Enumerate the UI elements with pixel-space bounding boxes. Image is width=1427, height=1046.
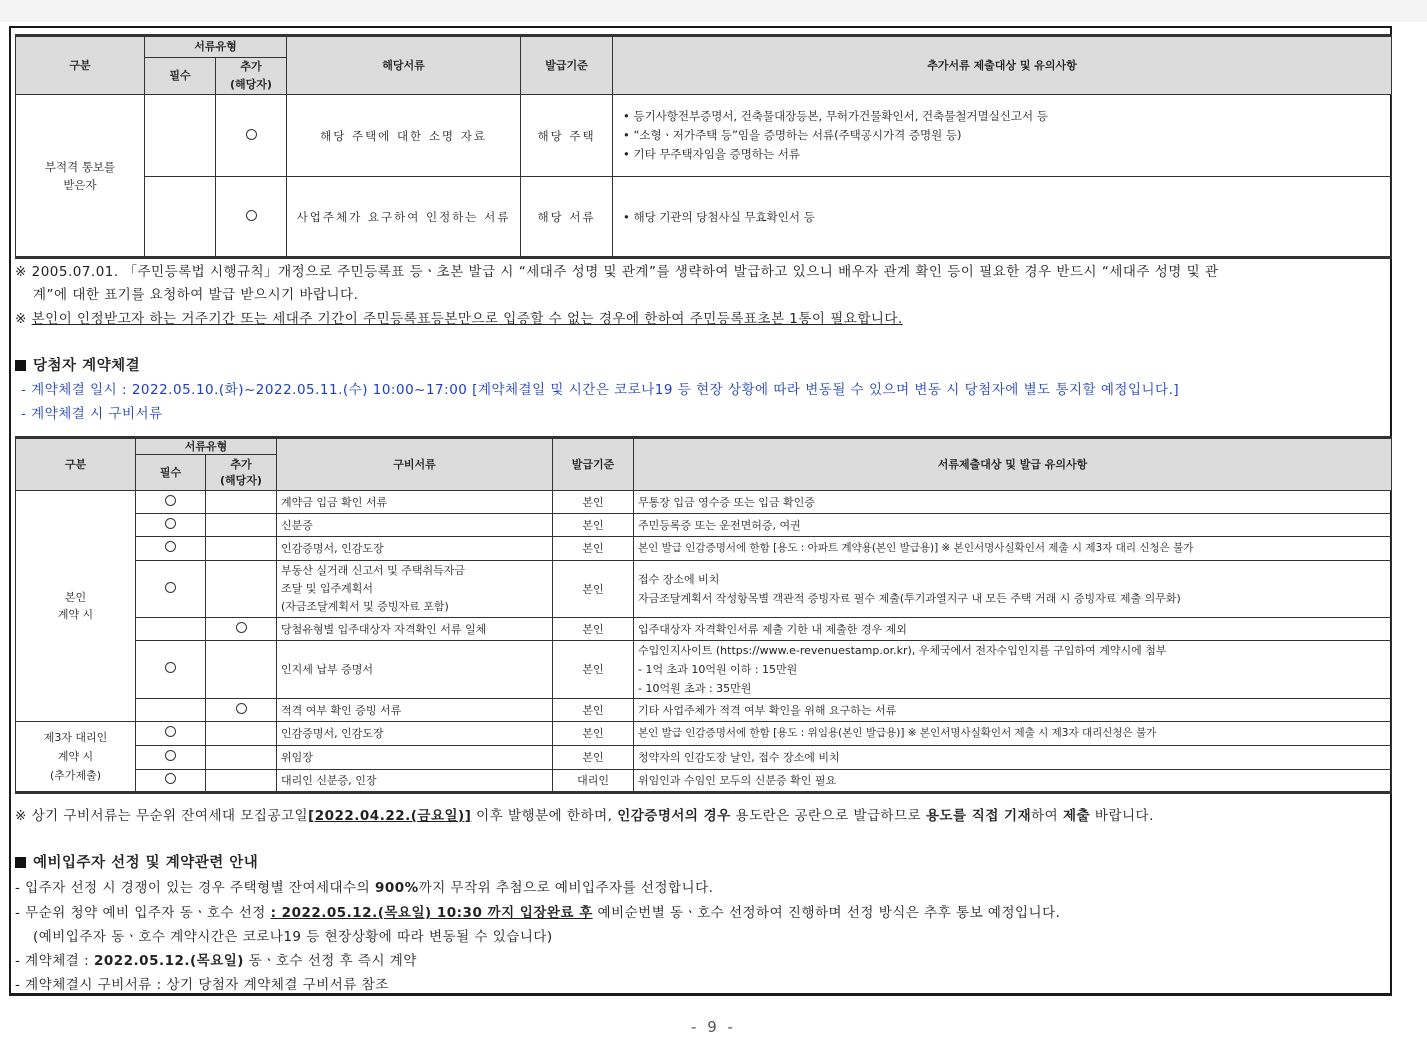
circle-mark (136, 491, 206, 514)
section-title-contract: 당첨자 계약체결 (15, 355, 140, 378)
header-required: 필수 (145, 58, 216, 95)
reserve-line-2: - 무순위 청약 예비 입주자 동ㆍ호수 선정 : 2022.05.12.(목요일) 10:30 까지 입장완료 후 예비순번별 동ㆍ호수 선정하여 진행하며 선정 방식은 추후 통보 예정입니다. (15, 905, 1061, 921)
circle-mark (206, 618, 277, 641)
table-row: 대리인 신분증, 인장 대리인 위임인과 수임인 모두의 신분증 확인 필요 (16, 770, 1392, 793)
category-cell: 부적격 통보를 받은자 (16, 95, 145, 258)
header-category: 구분 (16, 438, 136, 491)
viewer-top-bar (0, 0, 1427, 22)
square-bullet-icon (15, 360, 26, 371)
reserve-line-4: - 계약체결 : 2022.05.12.(목요일) 동ㆍ호수 선정 후 즉시 계약 (15, 953, 417, 969)
note-resident-registration: ※ 2005.07.01. 「주민등록법 시행규칙」개정으로 주민등록표 등ㆍ초본 발급 시 “세대주 성명 및 관계”를 생략하여 발급하고 있으니 배우자 관계 확인 등이 필요한 경우 반드시 “세대주 성명 및 관 (15, 264, 1219, 280)
header-documents: 해당서류 (287, 36, 521, 95)
circle-mark (216, 95, 287, 177)
circle-mark (136, 641, 206, 699)
note-documents-validity: ※ 상기 구비서류는 무순위 잔여세대 모집공고일[2022.04.22.(금요일)] 이후 발행분에 한하며, 인감증명서의 경우 용도란은 공란으로 발급하므로 용도를 직접 기재하여 제출 바랍니다. (15, 808, 1154, 824)
table-row: 위임장 본인 청약자의 인감도장 날인, 접수 장소에 비치 (16, 746, 1392, 770)
table-row: 인감증명서, 인감도장 본인 본인 발급 인감증명서에 한함 [용도 : 아파트 계약용(본인 발급용)] ※ 본인서명사실확인서 제출 시 제3자 대리 신청은 불가 (16, 537, 1392, 561)
contract-schedule: - 계약체결 일시 : 2022.05.10.(화)~2022.05.11.(수) 10:00~17:00 [계약체결일 및 시간은 코로나19 등 현장 상황에 따라 변동될 수 있으며 변동 시 당첨자에 별도 통지할 예정입니다.] (21, 382, 1180, 398)
table-row: 인지세 납부 증명서 본인 수입인지사이트 (https://www.e-revenuestamp.or.kr), 우체국에서 전자수입인지를 구입하여 계약시에 첨부 - 1억 초과 10억원 이하 : 15만원 - 10억원 초과 : 35만원 (16, 641, 1392, 699)
reserve-line-3: (예비입주자 동ㆍ호수 계약시간은 코로나19 등 현장상황에 따라 변동될 수 있습니다) (33, 929, 553, 945)
notes-cell: • 해당 기관의 당첨사실 무효확인서 등 (613, 177, 1392, 258)
table-row: 부적격 통보를 받은자 해당 주택에 대한 소명 자료 해당 주택 • 등기사항전부증명서, 건축물대장등본, 무허가건물확인서, 건축물철거멸실신고서 등 • “소형ㆍ저가주택 등”임을 증명하는 서류(주택공시가격 증명원 등) • 기타 무주택자임을 증명하는 서류 (16, 95, 1392, 177)
note-abstract-required: ※ 본인이 인정받고자 하는 거주기간 또는 세대주 기간이 주민등록표등본만으로 입증할 수 없는 경우에 한하여 주민등록표초본 1통이 필요합니다. (15, 311, 903, 327)
header-issue-basis: 발급기준 (521, 36, 613, 95)
section-title-reserve: 예비입주자 선정 및 계약관련 안내 (15, 852, 258, 875)
header-issue-basis: 발급기준 (553, 438, 634, 491)
reserve-line-5: - 계약체결시 구비서류 : 상기 당첨자 계약체결 구비서류 참조 (15, 977, 389, 993)
table-row: 부동산 실거래 신고서 및 주택취득자금 조달 및 입주계획서 (자금조달계획서 및 증빙자료 포함) 본인 접수 장소에 비치 자금조달계획서 작성항목별 객관적 증빙자료 필수 제출(투기과열지구 내 모든 주택 거래 시 증빙자료 제출 의무화) (16, 561, 1392, 618)
table-row: 당첨유형별 입주대상자 자격확인 서류 일체 본인 입주대상자 자격확인서류 제출 기한 내 제출한 경우 제외 (16, 618, 1392, 641)
circle-mark (216, 177, 287, 258)
contract-documents-table (15, 436, 1392, 794)
page-number: - 9 - (691, 1018, 736, 1036)
table-row: 사업주체가 요구하여 인정하는 서류 해당 서류 • 해당 기관의 당첨사실 무효확인서 등 (16, 177, 1392, 258)
circle-mark (136, 537, 206, 561)
group-self-contract: 본인 계약 시 (16, 491, 136, 722)
notes-cell: • 등기사항전부증명서, 건축물대장등본, 무허가건물확인서, 건축물철거멸실신고서 등 • “소형ㆍ저가주택 등”임을 증명하는 서류(주택공시가격 증명원 등) • 기타 무주택자임을 증명하는 서류 (613, 95, 1392, 177)
group-proxy-contract: 제3자 대리인 계약 시 (추가제출) (16, 722, 136, 793)
header-additional: 추가 (해당자) (216, 58, 287, 95)
note-resident-registration-cont: 계”에 대한 표기를 요청하여 발급 받으시기 바랍니다. (33, 287, 359, 303)
header-additional: 추가 (해당자) (206, 455, 277, 491)
square-bullet-icon (15, 857, 26, 868)
contract-documents-label: - 계약체결 시 구비서류 (21, 406, 163, 422)
circle-mark (206, 699, 277, 722)
header-documents: 구비서류 (277, 438, 553, 491)
circle-mark (136, 514, 206, 537)
table-row: 제3자 대리인 계약 시 (추가제출) 인감증명서, 인감도장 본인 본인 발급 인감증명서에 한함 [용도 : 위임용(본인 발급용)] ※ 본인서명사실확인서 제출 시 제3자 대리신청은 불가 (16, 722, 1392, 746)
table-row: 본인 계약 시 계약금 입금 확인 서류 본인 무통장 입금 영수증 또는 입금 확인증 (16, 491, 1392, 514)
header-notes: 추가서류 제출대상 및 유의사항 (613, 36, 1392, 95)
header-required: 필수 (136, 455, 206, 491)
document-page (9, 26, 1392, 996)
circle-mark (136, 722, 206, 746)
circle-mark (136, 561, 206, 618)
ineligible-documents-table (15, 34, 1392, 259)
header-notes: 서류제출대상 및 발급 유의사항 (634, 438, 1392, 491)
table-row: 적격 여부 확인 증빙 서류 본인 기타 사업주체가 적격 여부 확인을 위해 요구하는 서류 (16, 699, 1392, 722)
reserve-line-1: - 입주자 선정 시 경쟁이 있는 경우 주택형별 잔여세대수의 900%까지 무작위 추첨으로 예비입주자를 선정합니다. (15, 880, 714, 896)
header-doc-type: 서류유형 (145, 36, 287, 58)
circle-mark (136, 770, 206, 793)
header-doc-type: 서류유형 (136, 438, 277, 455)
header-category: 구분 (16, 36, 145, 95)
table-row: 신분증 본인 주민등록증 또는 운전면허증, 여권 (16, 514, 1392, 537)
circle-mark (136, 746, 206, 770)
